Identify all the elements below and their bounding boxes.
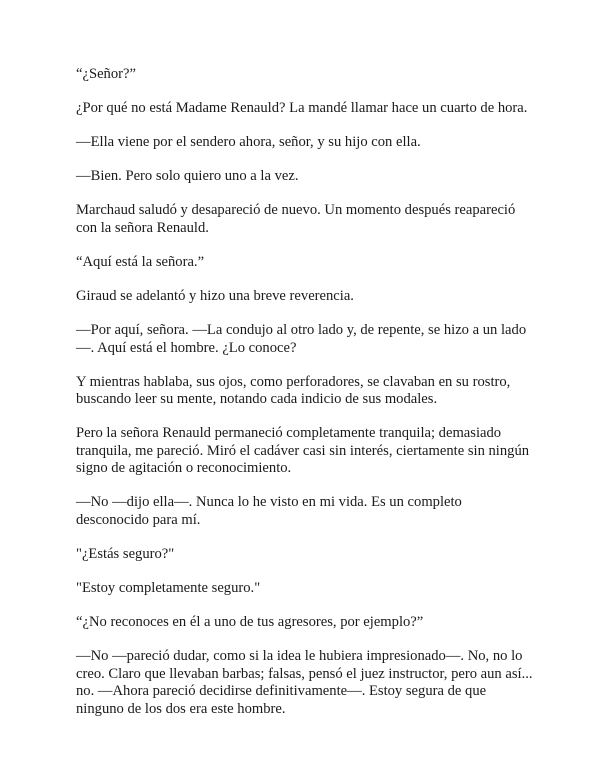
paragraph: Y mientras hablaba, sus ojos, como perforadores, se clavaban en su rostro, buscando leer su mente, notando cada indicio de sus modales.	[76, 373, 511, 408]
paragraph: Marchaud saludó y desapareció de nuevo. Un momento después reapareció con la señora Renauld.	[76, 202, 516, 236]
paragraph: Pero la señora Renauld permaneció completamente tranquila; demasiado tranquila, me pareció. Miró el cadáver casi sin interés, ciertamente sin ningún signo de agitación o reconocimiento.	[76, 425, 530, 477]
paragraph: —Bien. Pero solo quiero uno a la vez.	[76, 168, 299, 185]
paragraph: “¿Señor?”	[76, 66, 136, 82]
paragraph: ¿Por qué no está Madame Renauld? La mandé llamar hace un cuarto de hora.	[76, 100, 528, 117]
paragraph: —No —pareció dudar, como si la idea le hubiera impresionado—. No, no lo creo. Claro que llevaban barbas; falsas, pensó el juez instructor, pero aun así... no. —Ahora pareció decidirse definitivamente—. Estoy segura de que ninguno de los dos era este hombre.	[76, 648, 533, 717]
paragraph: —Ella viene por el sendero ahora, señor, y su hijo con ella.	[76, 134, 421, 151]
paragraph: "Estoy completamente seguro."	[76, 580, 261, 597]
paragraph: "¿Estás seguro?"	[76, 546, 175, 563]
paragraph: —Por aquí, señora. —La condujo al otro lado y, de repente, se hizo a un lado—. Aquí está el hombre. ¿Lo conoce?	[76, 322, 527, 356]
paragraph: “Aquí está la señora.”	[76, 253, 205, 270]
body-text	[76, 66, 534, 735]
paragraph: Giraud se adelantó y hizo una breve reverencia.	[76, 288, 354, 305]
paragraph: “¿No reconoces en él a uno de tus agresores, por ejemplo?”	[76, 614, 424, 631]
paragraph: —No —dijo ella—. Nunca lo he visto en mi vida. Es un completo desconocido para mí.	[76, 494, 462, 528]
